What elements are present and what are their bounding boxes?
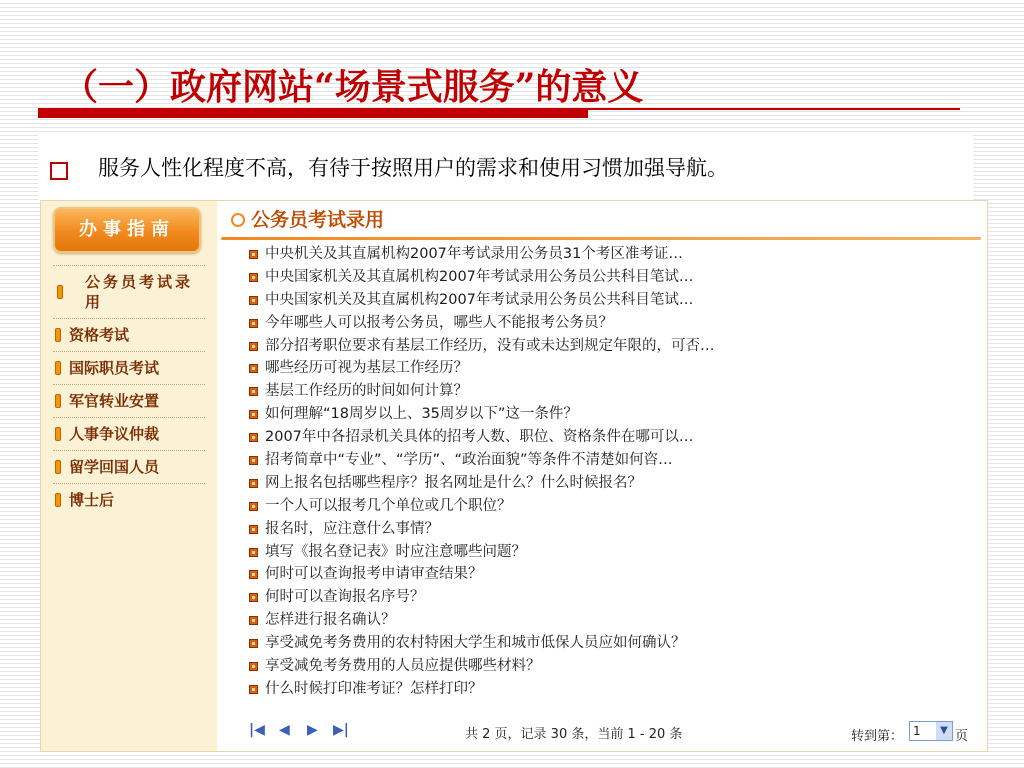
article-link[interactable]: 何时可以查询报考申请审查结果？	[265, 566, 483, 583]
article-link[interactable]: 享受减免考务费用的人员应提供哪些材料？	[265, 658, 541, 675]
bullet-row	[38, 134, 973, 200]
square-bullet-icon	[249, 570, 258, 579]
list-item[interactable]	[249, 563, 979, 586]
orange-bar-icon	[55, 328, 61, 342]
article-link[interactable]: 何时可以查询报名序号？	[265, 589, 425, 606]
chevron-down-icon[interactable]: ▼	[936, 722, 952, 740]
orange-bar-icon	[55, 394, 61, 408]
article-link[interactable]: 中央国家机关及其直属机构2007年考试录用公务员公共科目笔试…	[265, 291, 694, 308]
circle-bullet-icon	[231, 213, 245, 227]
list-item[interactable]	[249, 678, 979, 701]
list-item[interactable]	[249, 380, 979, 403]
sidebar-item-personnel-arbitration[interactable]	[53, 418, 205, 451]
list-item[interactable]	[249, 289, 979, 312]
square-bullet-icon	[249, 502, 258, 511]
screenshot-panel	[40, 200, 988, 752]
list-item[interactable]	[249, 335, 979, 358]
square-bullet-icon	[249, 364, 258, 373]
orange-bar-icon	[57, 285, 63, 299]
article-link[interactable]: 报名时，应注意什么事情？	[265, 520, 439, 537]
next-page-icon[interactable]: ▶	[307, 722, 318, 738]
square-bullet-icon	[249, 685, 258, 694]
list-item[interactable]	[249, 472, 979, 495]
list-item[interactable]	[249, 357, 979, 380]
list-item[interactable]	[249, 426, 979, 449]
list-item[interactable]	[249, 495, 979, 518]
sidebar-item-qualification-exam[interactable]	[53, 319, 205, 352]
article-link[interactable]: 填写《报名登记表》时应注意哪些问题？	[265, 543, 526, 560]
list-item[interactable]	[249, 266, 979, 289]
article-link[interactable]: 一个人可以报考几个单位或几个职位？	[265, 497, 512, 514]
pagination-info: 共 2 页，记录 30 条，当前 1 - 20 条	[465, 727, 683, 742]
square-bullet-icon	[249, 479, 258, 488]
article-link[interactable]: 怎样进行报名确认？	[265, 612, 396, 629]
section-title: 公务员考试录用	[251, 209, 385, 231]
bullet-text: 服务人性化程度不高，有待于按照用户的需求和使用习惯加强导航。	[98, 156, 728, 180]
guide-button[interactable]: 办事指南	[53, 207, 201, 253]
orange-bar-icon	[55, 361, 61, 375]
sidebar-item-label: 军官转业安置	[69, 392, 160, 410]
square-bullet-icon	[249, 525, 258, 534]
sidebar-menu	[53, 265, 205, 516]
list-item[interactable]	[249, 518, 979, 541]
article-link[interactable]: 享受减免考务费用的农村特困大学生和城市低保人员应如何确认？	[265, 635, 686, 652]
square-bullet-icon	[249, 616, 258, 625]
list-item[interactable]	[249, 312, 979, 335]
article-link[interactable]: 中央机关及其直属机构2007年考试录用公务员31个考区准考证…	[265, 246, 683, 262]
square-bullet-icon	[249, 410, 258, 419]
section-divider	[221, 237, 981, 240]
square-bullet-icon	[249, 639, 258, 648]
list-item[interactable]	[249, 541, 979, 564]
article-link[interactable]: 中央国家机关及其直属机构2007年考试录用公务员公共科目笔试…	[265, 268, 694, 285]
sidebar-item-label: 人事争议仲裁	[69, 425, 160, 443]
orange-bar-icon	[55, 460, 61, 474]
sidebar-item-label: 留学回国人员	[69, 458, 160, 476]
list-item[interactable]	[249, 403, 979, 426]
article-link[interactable]: 什么时候打印准考证？怎样打印？	[265, 680, 483, 697]
list-item[interactable]	[249, 449, 979, 472]
orange-bar-icon	[55, 427, 61, 441]
article-link[interactable]: 网上报名包括哪些程序？报名网址是什么？什么时候报名？	[265, 474, 642, 491]
article-link[interactable]: 今年哪些人可以报考公务员，哪些人不能报考公务员？	[265, 314, 613, 331]
orange-bar-icon	[55, 493, 61, 507]
square-bullet-icon	[249, 250, 258, 259]
sidebar-item-civil-servant-exam[interactable]	[53, 265, 205, 319]
page-select-value: 1	[913, 724, 921, 738]
list-item[interactable]	[249, 655, 979, 678]
main-content	[221, 201, 987, 751]
prev-page-icon[interactable]: ◀	[279, 722, 290, 738]
square-bullet-icon	[249, 662, 258, 671]
sidebar-item-postdoc[interactable]	[53, 484, 205, 516]
square-bullet-icon	[249, 387, 258, 396]
sidebar-item-returned-overseas-students[interactable]	[53, 451, 205, 484]
square-bullet-icon	[249, 433, 258, 442]
sidebar-item-label: 博士后	[69, 491, 115, 509]
article-link[interactable]: 部分招考职位要求有基层工作经历，没有或未达到规定年限的，可否…	[265, 337, 715, 354]
article-link[interactable]: 招考简章中“专业”、“学历”、“政治面貌”等条件不清楚如何咨…	[265, 452, 673, 469]
list-item[interactable]	[249, 586, 979, 609]
list-item[interactable]	[249, 243, 979, 266]
page-unit-label: 页	[955, 729, 969, 744]
sidebar-item-label: 公务员考试录用	[85, 273, 194, 311]
goto-label: 转到第：	[851, 729, 904, 744]
pagination	[249, 719, 985, 745]
square-bullet-icon	[249, 548, 258, 557]
section-header	[221, 201, 981, 241]
sidebar	[41, 201, 217, 751]
sidebar-item-officer-resettlement[interactable]	[53, 385, 205, 418]
square-bullet-icon	[50, 162, 68, 180]
last-page-icon[interactable]: ▶|	[333, 722, 349, 738]
square-bullet-icon	[249, 342, 258, 351]
article-link[interactable]: 如何理解“18周岁以上、35周岁以下”这一条件？	[265, 406, 578, 423]
article-link[interactable]: 2007年中各招录机关具体的招考人数、职位、资格条件在哪可以…	[265, 429, 694, 446]
square-bullet-icon	[249, 456, 258, 465]
square-bullet-icon	[249, 296, 258, 305]
list-item[interactable]	[249, 632, 979, 655]
sidebar-item-label: 资格考试	[69, 326, 130, 344]
square-bullet-icon	[249, 593, 258, 602]
article-list	[249, 243, 979, 701]
square-bullet-icon	[249, 273, 258, 282]
page-select[interactable]	[909, 721, 953, 741]
square-bullet-icon	[249, 319, 258, 328]
sidebar-item-international-staff-exam[interactable]	[53, 352, 205, 385]
slide-title: （一）政府网站“场景式服务”的意义	[62, 66, 644, 108]
title-underline-thin	[38, 108, 960, 110]
list-item[interactable]	[249, 609, 979, 632]
article-link[interactable]: 基层工作经历的时间如何计算？	[265, 383, 468, 400]
article-link[interactable]: 哪些经历可视为基层工作经历？	[265, 360, 468, 377]
first-page-icon[interactable]: |◀	[249, 722, 265, 738]
sidebar-item-label: 国际职员考试	[69, 359, 160, 377]
